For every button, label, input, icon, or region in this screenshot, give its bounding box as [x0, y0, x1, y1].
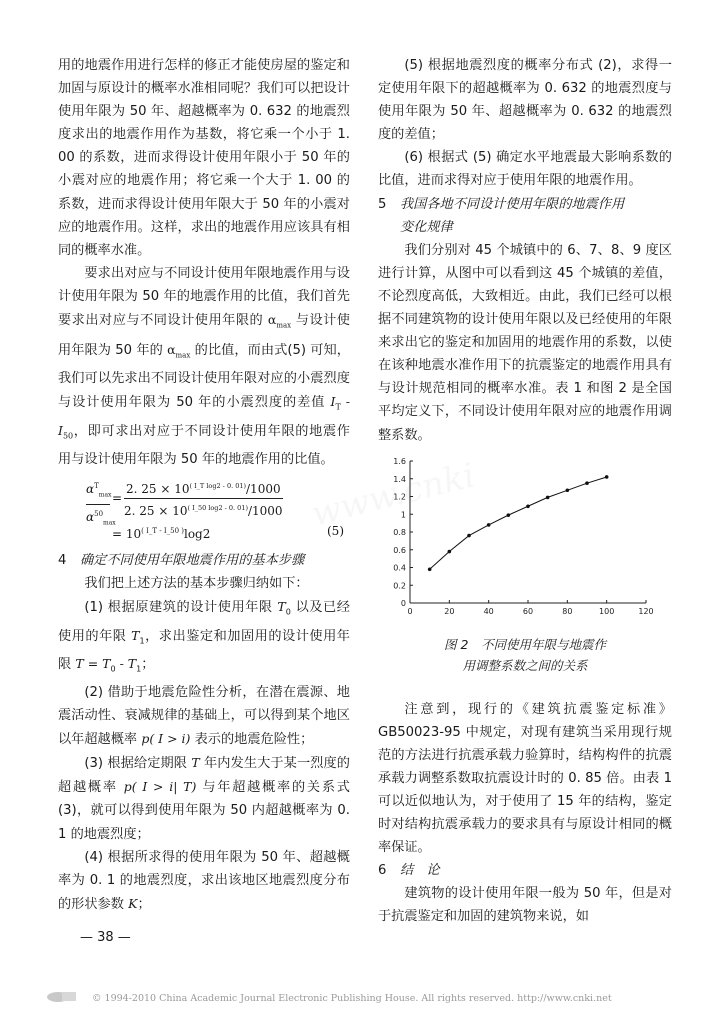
- paragraph-3: 我们把上述方法的基本步骤归纳如下：: [84, 575, 309, 591]
- x-tick-label: 100: [599, 606, 615, 616]
- line-chart: [378, 451, 672, 626]
- y-tick-label: 1.4: [393, 474, 406, 484]
- journal-logo-icon: [44, 988, 80, 1004]
- equation-fraction: $\frac{2. 25 \times 10^{( I\_T log2 - 0. 01)}/1000}{2. 25 \times 10^{( I\_50 log2 - 0. 01)}/1000}$: [124, 477, 283, 520]
- data-point: [507, 513, 511, 517]
- section-5-heading: 5 我国各地不同设计使用年限的地震作用 变化规律: [378, 196, 625, 235]
- step-1: (1) 根据原建筑的设计使用年限 $T_0$ 以及已经使用的年限 $T_1$，求出鉴定和加固用的设计使用年限 $T = T_0 - T_1$；: [58, 598, 350, 674]
- y-tick-label: 0.8: [393, 527, 406, 537]
- page-number: — 38 —: [80, 930, 131, 945]
- x-tick-label: 0: [407, 606, 413, 616]
- left-column: [58, 54, 350, 916]
- y-tick-label: 1: [400, 509, 406, 519]
- x-tick-label: 60: [522, 606, 534, 616]
- y-tick-label: 0.2: [393, 580, 406, 590]
- step-2: (2) 借助于地震危险性分析，在潜在震源、地震活动性、衰减规律的基础上，可以得到某个地区以年超越概率 p( I > i) 表示的地震危险性；: [58, 684, 350, 748]
- x-tick-label: 80: [562, 606, 573, 616]
- data-point: [428, 567, 432, 571]
- paragraph-5: 注意到，现行的《建筑抗震鉴定标准》GB50023-95 中规定，对现有建筑当采用现行规范的方法进行抗震承载力验算时，结构构件的抗震承载力调整系数取抗震设计时的 0. 85 倍。由表 1 可以近似地认为，对于使用了 15 年的结构，鉴定时对结构抗震承载力的要求具有与原设计相同的概率保证。: [378, 701, 672, 856]
- data-point: [605, 475, 609, 479]
- x-tick-label: 40: [483, 606, 494, 616]
- data-point: [585, 481, 589, 485]
- y-tick-label: 1.2: [393, 492, 406, 502]
- data-point: [487, 523, 491, 527]
- section-6-heading: 6 结 论: [378, 863, 440, 879]
- step-4: (4) 根据所求得的使用年限为 50 年、超越概率为 0. 1 的地震烈度，求出该地区地震烈度分布的形状参数 K；: [58, 849, 350, 912]
- step-3: (3) 根据给定期限 T 年内发生大于某一烈度的超越概率 p( I > i| T) 与年超越概率的关系式 (3)，就可以得到使用年限为 50 内超越概率为 0. 1 的地震烈度；: [58, 755, 350, 842]
- step-5: (5) 根据地震烈度的概率分布式 (2)，求得一定使用年限下的超越概率为 0. 632 的地震烈度与使用年限为 50 年、超越概率为 0. 632 的地震烈度的差值；: [378, 58, 672, 143]
- equation-line-2: = $10^{( I\_T - I\_50 )}\log 2$: [112, 526, 211, 541]
- figure-2: [378, 451, 672, 626]
- paragraph-4: 我们分别对 45 个城镇中的 6、7、8、9 度区进行计算，从图中可以看到这 45 个城镇的差值，不论烈度高低，大致相近。由此，我们已经可以根据不同建筑物的设计使用年限以及已经使用的年限来求出它的鉴定和加固用的地震作用的系数，以使在该种地震水准作用下的抗震鉴定的地震作用具有与设计规范相同的概率水准。表 1 和图 2 是全国平均定义下，不同设计使用年限对应的地震作用调整系数。: [378, 242, 672, 443]
- data-point: [467, 533, 471, 537]
- figure-caption: 图 2 不同使用年限与地震作 用调整系数之间的关系: [444, 636, 606, 673]
- x-tick-label: 120: [638, 606, 654, 616]
- paragraph-6: 建筑物的设计使用年限一般为 50 年，但是对于抗震鉴定和加固的建筑物来说，如: [378, 886, 672, 925]
- intensity-difference: $I_T - I_{50}$: [58, 394, 350, 441]
- paragraph-1: 用的地震作用进行怎样的修正才能使房屋的鉴定和加固与原设计的概率水准相同呢？我们可以把设计使用年限为 50 年、超越概率为 0. 632 的地震烈度求出的地震作用作为基数，将它乘一个小于 1. 00 的系数，进而求得设计使用年限小于 50 年的小震对应的地震作用；将它乘一个大于 1. 00 的系数，进而求得设计使用年限大于 50 年的小震对应的地震作用。这样，求出的地震作用应该具有相同的概率水准。: [58, 58, 350, 258]
- data-point: [546, 495, 550, 499]
- equation-lhs: $\alpha^T_{max}$ $\alpha^{50}_{max}$: [86, 477, 110, 533]
- equation-number: (5): [327, 523, 344, 538]
- alpha-symbol: $\alpha_{max}$: [267, 312, 292, 330]
- series-line: [430, 477, 607, 569]
- section-4-heading: 4 确定不同使用年限地震作用的基本步骤: [58, 552, 305, 568]
- equation-5: $\alpha^T_{max}$ $\alpha^{50}_{max}$ = $\frac{2. 25 \times 10^{( I\_T log2 - 0. 01)}/1000}{2. 25 \times 10^{( I\_50 log2 - 0. 01)}/1000}$ = $10^{( I\_T - I\_50 )}\log 2$ (5): [58, 473, 350, 547]
- data-point: [448, 549, 452, 553]
- x-tick-label: 20: [444, 606, 455, 616]
- right-column: [378, 54, 672, 929]
- y-tick-label: 0: [400, 598, 406, 608]
- step-6: (6) 根据式 (5) 确定水平地震最大影响系数的比值，进而求得对应于使用年限的地震作用。: [378, 150, 672, 189]
- paragraph-2: 要求出对应与不同设计使用年限地震作用与设计使用年限为 50 年的地震作用的比值，我们首先要求出对应与不同设计使用年限的 $\alpha_{max}$ 与设计使用年限为 50 年的 $\alpha_{max}$ 的比值，而由式(5) 可知，我们可以先求出不同设计使用年限对应的小震烈度与设计使用年限为 50 年的小震烈度的差值 $I_T - I_{50}$，即可求出对应于不同设计使用年限的地震作用与设计使用年限为 50 年的地震作用的比值。: [58, 265, 350, 467]
- data-point: [526, 504, 530, 508]
- data-point: [566, 488, 570, 492]
- y-tick-label: 0.4: [393, 563, 406, 573]
- y-tick-label: 0.6: [393, 545, 406, 555]
- y-tick-label: 1.6: [393, 456, 406, 466]
